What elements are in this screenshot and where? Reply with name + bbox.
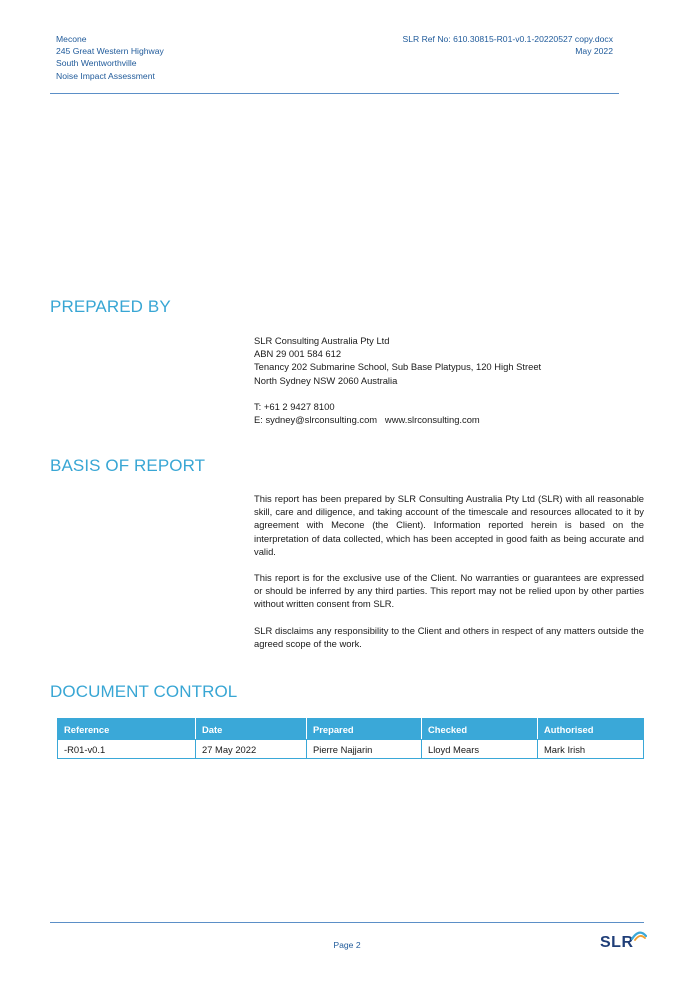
cell-checked: Lloyd Mears: [422, 740, 538, 759]
slr-logo-text: SLR: [600, 934, 634, 951]
basis-paragraph-3: SLR disclaims any responsibility to the Client and others in respect of any matters outside the agreed scope of the work.: [254, 624, 644, 649]
header-client: Mecone: [56, 34, 87, 44]
footer-divider: [50, 922, 644, 923]
header-report-title: Noise Impact Assessment: [56, 70, 155, 81]
company-address-line-2: North Sydney NSW 2060 Australia: [254, 374, 398, 386]
col-reference: Reference: [58, 719, 196, 740]
basis-paragraph-2: This report is for the exclusive use of the Client. No warranties or guarantees are expressed or should be inferred by any third parties. This report may not be relied upon by other parties without written consent from SLR.: [254, 572, 644, 610]
prepared-by-title: PREPARED BY: [50, 297, 171, 316]
company-email-web: E: sydney@slrconsulting.com www.slrconsulting.com: [254, 414, 480, 426]
cell-date: 27 May 2022: [196, 740, 307, 759]
slr-logo: [600, 930, 648, 954]
header-ref: SLR Ref No: 610.30815-R01-v0.1-20220527 copy.docx: [402, 34, 613, 44]
prepared-by-block: [254, 334, 644, 426]
slr-logo-mark-icon: [631, 930, 647, 942]
header-divider: [50, 93, 619, 94]
basis-of-report-title: BASIS OF REPORT: [50, 456, 206, 475]
header-address: 245 Great Western Highway: [56, 46, 164, 57]
company-abn: ABN 29 001 584 612: [254, 348, 342, 360]
basis-of-report-block: [254, 492, 644, 650]
header-right: [402, 33, 613, 57]
page-number: Page 2: [333, 940, 361, 950]
col-checked: Checked: [422, 719, 538, 740]
document-control-title: DOCUMENT CONTROL: [50, 682, 238, 701]
cell-reference: -R01-v0.1: [58, 740, 196, 759]
cell-prepared: Pierre Najjarin: [307, 740, 422, 759]
col-authorised: Authorised: [538, 719, 644, 740]
document-control-table: [57, 718, 644, 759]
header-suburb: South Wentworthville: [56, 58, 137, 69]
basis-paragraph-1: This report has been prepared by SLR Consulting Australia Pty Ltd (SLR) with all reasonable skill, care and diligence, and taking account of the timescale and resources allocated to it by agreement with Mecone (the Client). Information reported herein is based on the interpretation of data collected, which has been accepted in good faith as being accurate and valid.: [254, 493, 644, 557]
table-header-row: [58, 719, 644, 740]
header-date: May 2022: [575, 46, 613, 57]
company-address-line-1: Tenancy 202 Submarine School, Sub Base Platypus, 120 High Street: [254, 361, 542, 373]
table-row: [58, 740, 644, 759]
col-date: Date: [196, 719, 307, 740]
company-name: SLR Consulting Australia Pty Ltd: [254, 335, 390, 346]
cell-authorised: Mark Irish: [538, 740, 644, 759]
col-prepared: Prepared: [307, 719, 422, 740]
company-phone: T: +61 2 9427 8100: [254, 400, 335, 412]
header-left: [56, 33, 164, 82]
